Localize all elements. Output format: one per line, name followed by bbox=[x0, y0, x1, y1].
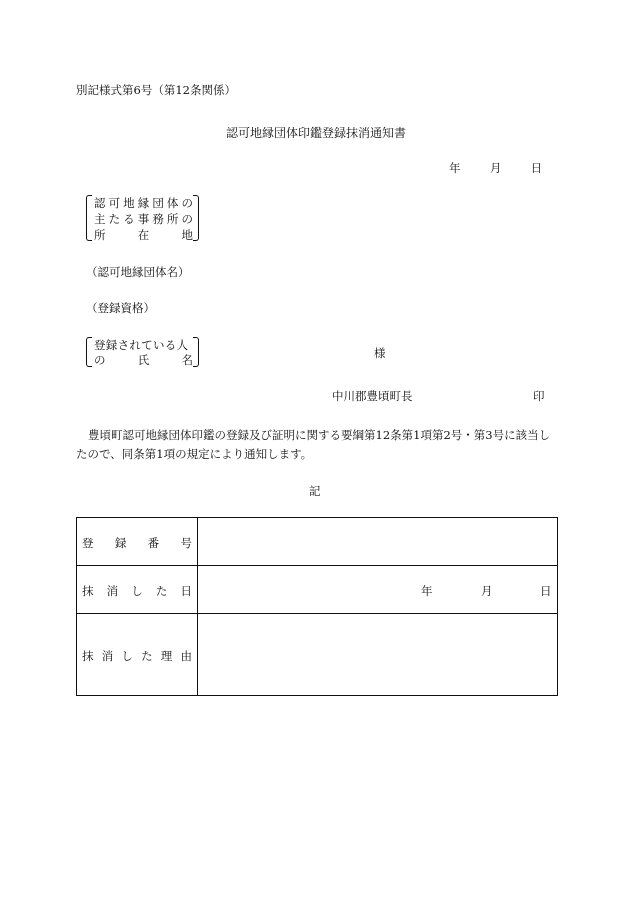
body-text-line2: たので、同条第1項の規定により通知します。 bbox=[76, 447, 313, 461]
table-column-divider bbox=[197, 517, 198, 695]
address-label-line1: 認 可 地 縁 団 体 の bbox=[94, 196, 193, 210]
qualification-label: （登録資格） bbox=[86, 301, 155, 315]
cancel-date-month: 月 bbox=[481, 584, 493, 598]
right-bracket bbox=[193, 337, 199, 367]
registration-number-header: 登 録 番 号 bbox=[82, 536, 192, 550]
mayor-title: 中川郡豊頃町長 bbox=[332, 389, 413, 403]
date-line bbox=[449, 160, 542, 176]
form-reference: 別記様式第6号（第12条関係） bbox=[76, 83, 236, 97]
left-bracket bbox=[86, 195, 92, 241]
cancel-date-header: 抹 消 し た 日 bbox=[82, 584, 192, 598]
ki-heading: 記 bbox=[309, 484, 321, 498]
cancel-date-year: 年 bbox=[421, 584, 433, 598]
body-text-line1: 豊頃町認可地縁団体印鑑の登録及び証明に関する要綱第12条第1項第2号・第3号に該当し bbox=[88, 428, 551, 442]
year-label: 年 bbox=[449, 161, 461, 175]
right-bracket bbox=[193, 195, 199, 241]
registrant-label-line2: の 氏 名 bbox=[94, 353, 193, 367]
group-name-label: （認可地縁団体名） bbox=[86, 265, 190, 279]
registrant-label-line1: 登録されている人 bbox=[94, 338, 189, 352]
left-bracket bbox=[86, 337, 92, 367]
table-row-divider bbox=[76, 565, 557, 566]
honorific: 様 bbox=[374, 346, 386, 360]
seal-mark: 印 bbox=[533, 389, 545, 403]
document-title: 認可地縁団体印鑑登録抹消通知書 bbox=[226, 126, 407, 140]
address-label-line3: 所 在 地 bbox=[94, 228, 193, 242]
table-row-divider bbox=[76, 613, 557, 614]
month-label: 月 bbox=[489, 161, 502, 175]
day-label: 日 bbox=[530, 161, 543, 175]
cancel-reason-header: 抹 消 し た 理 由 bbox=[82, 649, 192, 663]
cancel-date-day: 日 bbox=[540, 584, 552, 598]
address-label-line2: 主 た る 事 務 所 の bbox=[94, 212, 193, 226]
